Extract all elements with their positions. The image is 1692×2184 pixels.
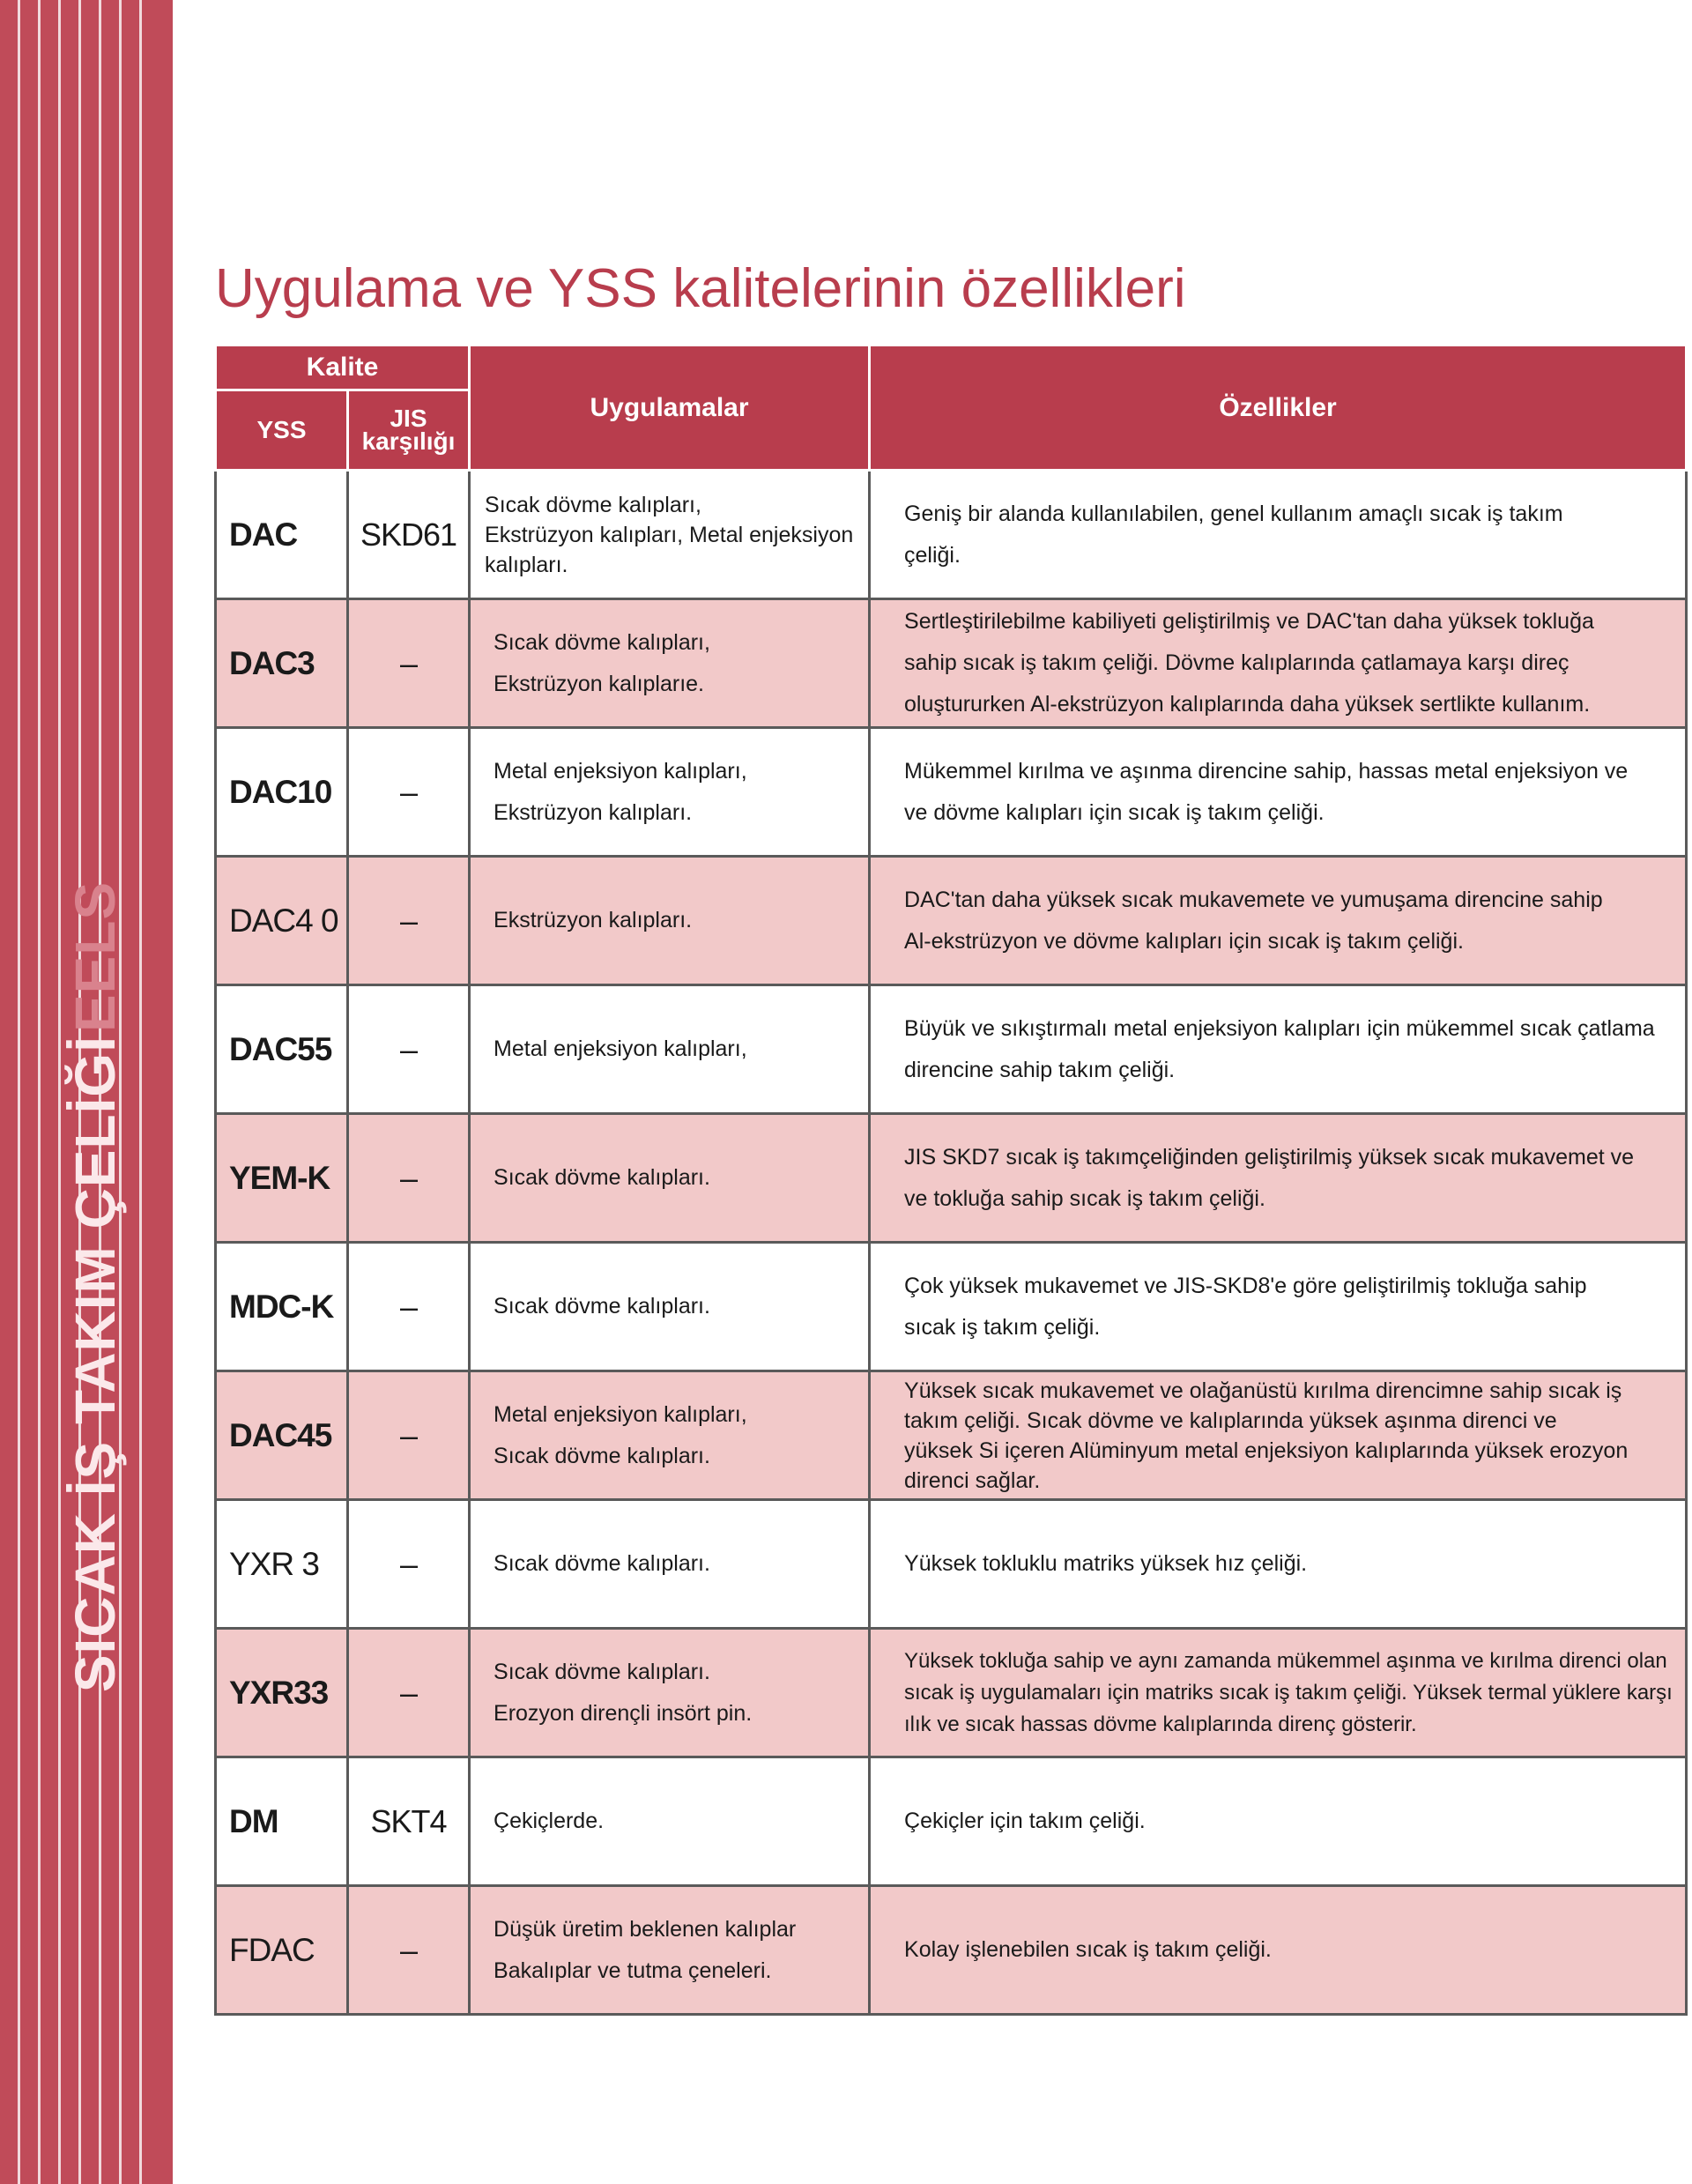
header-yss: YSS: [216, 390, 348, 471]
features-line: Al-ekstrüzyon ve dövme kalıpları için sıcak iş takım çeliği.: [904, 928, 1464, 954]
applications-line: Metal enjeksiyon kalıpları,: [494, 758, 747, 784]
cell-yss-code: MDC-K: [216, 1243, 348, 1371]
cell-features: [870, 857, 1687, 985]
features-line: Yüksek tokluklu matriks yüksek hız çeliği.: [904, 1551, 1308, 1576]
applications-line: Ekstrüzyon kalıpları.: [494, 908, 693, 932]
cell-applications: [470, 599, 870, 728]
cell-features: [870, 599, 1687, 728]
applications-line: Sıcak dövme kalıpları.: [494, 1165, 710, 1190]
features-line: ve dövme kalıpları için sıcak iş takım çeliği.: [904, 799, 1325, 825]
cell-yss-code: DAC3: [216, 599, 348, 728]
features-line: oluştururken Al-ekstrüzyon kalıplarında daha yüksek sertlikte kullanım.: [904, 692, 1591, 717]
cell-applications: [470, 471, 870, 599]
cell-features: [870, 471, 1687, 599]
cell-features: [870, 1886, 1687, 2015]
features-line: takım çeliği. Sıcak dövme ve kalıplarında yüksek aşınma direnci ve: [904, 1408, 1557, 1433]
cell-features: [870, 1371, 1687, 1500]
page-title: Uygulama ve YSS kalitelerinin özellikleri: [215, 258, 1186, 319]
features-line: direnci sağlar.: [904, 1467, 1041, 1493]
features-line: ılık ve sıcak hassas dövme kalıplarında direnç gösterir.: [904, 1712, 1417, 1736]
applications-line: Bakalıplar ve tutma çeneleri.: [494, 1957, 772, 1983]
features-line: Yüksek sıcak mukavemet ve olağanüstü kırılma direncimne sahip sıcak iş: [904, 1378, 1622, 1403]
applications-line: kalıpları.: [485, 552, 568, 577]
features-line: sahip sıcak iş takım çeliği. Dövme kalıplarında çatlamaya karşı direç: [904, 650, 1570, 675]
header-jis-line1: JIS: [390, 405, 427, 432]
cell-yss-code: DM: [216, 1757, 348, 1886]
cell-jis-equivalent: –: [348, 1371, 470, 1500]
applications-line: Metal enjeksiyon kalıpları,: [494, 1036, 747, 1061]
table-row: [216, 1500, 1687, 1629]
cell-jis-equivalent: –: [348, 728, 470, 857]
cell-jis-equivalent: –: [348, 857, 470, 985]
side-vertical-title: [63, 881, 128, 1692]
features-line: yüksek Si içeren Alüminyum metal enjeksiyon kalıplarında yüksek erozyon: [904, 1437, 1629, 1463]
table-row: [216, 857, 1687, 985]
table-body: [216, 471, 1687, 2015]
side-title-main: SICAK İŞ TAKIM ÇELİĞİ: [63, 1036, 127, 1693]
cell-features: [870, 1243, 1687, 1371]
header-jis-line2: karşılığı: [361, 427, 456, 455]
header-features: Özellikler: [870, 345, 1687, 471]
cell-yss-code: DAC55: [216, 985, 348, 1114]
applications-line: Sıcak dövme kalıpları,: [494, 629, 710, 655]
cell-applications: [470, 1114, 870, 1243]
table-row: [216, 1757, 1687, 1886]
table-row: [216, 599, 1687, 728]
table-row: [216, 1243, 1687, 1371]
cell-jis-equivalent: –: [348, 1243, 470, 1371]
header-kalite: Kalite: [216, 345, 470, 390]
cell-applications: [470, 1757, 870, 1886]
features-line: Geniş bir alanda kullanılabilen, genel kullanım amaçlı sıcak iş takım: [904, 501, 1563, 526]
features-line: Sertleştirilebilme kabiliyeti geliştirilmiş ve DAC'tan daha yüksek tokluğa: [904, 609, 1594, 634]
cell-features: [870, 985, 1687, 1114]
cell-applications: [470, 1500, 870, 1629]
features-line: sıcak iş uygulamaları için matriks sıcak iş takım çeliği. Yüksek termal yüklere karşı: [904, 1680, 1673, 1705]
table-row: [216, 985, 1687, 1114]
cell-features: [870, 1757, 1687, 1886]
cell-applications: [470, 1629, 870, 1757]
cell-applications: [470, 728, 870, 857]
cell-yss-code: DAC10: [216, 728, 348, 857]
applications-line: Sıcak dövme kalıpları.: [494, 1551, 710, 1576]
applications-line: Ekstrüzyon kalıpları.: [494, 799, 693, 825]
cell-applications: [470, 1243, 870, 1371]
applications-line: Çekiçlerde.: [494, 1809, 605, 1833]
table-row: [216, 471, 1687, 599]
applications-line: Sıcak dövme kalıpları.: [494, 1294, 710, 1319]
header-jis: [348, 390, 470, 471]
cell-yss-code: DAC4 0: [216, 857, 348, 985]
cell-jis-equivalent: –: [348, 599, 470, 728]
applications-line: Erozyon dirençli insört pin.: [494, 1700, 753, 1726]
cell-yss-code: YEM-K: [216, 1114, 348, 1243]
features-line: JIS SKD7 sıcak iş takımçeliğinden geliştirilmiş yüksek sıcak mukavemet ve: [904, 1144, 1635, 1170]
cell-applications: [470, 1886, 870, 2015]
cell-jis-equivalent: –: [348, 985, 470, 1114]
features-line: Mükemmel kırılma ve aşınma direncine sahip, hassas metal enjeksiyon ve: [904, 758, 1629, 784]
cell-jis-equivalent: –: [348, 1629, 470, 1757]
cell-jis-equivalent: SKT4: [348, 1757, 470, 1886]
table-row: [216, 1886, 1687, 2015]
features-line: sıcak iş takım çeliği.: [904, 1314, 1101, 1340]
cell-applications: [470, 1371, 870, 1500]
applications-line: Sıcak dövme kalıpları,: [485, 492, 701, 517]
table-row: [216, 1629, 1687, 1757]
applications-line: Düşük üretim beklenen kalıplar: [494, 1916, 797, 1942]
features-line: direncine sahip takım çeliği.: [904, 1057, 1176, 1082]
features-line: ve tokluğa sahip sıcak iş takım çeliği.: [904, 1185, 1265, 1211]
applications-line: Sıcak dövme kalıpları.: [494, 1443, 710, 1468]
applications-line: Ekstrüzyon kalıplarıe.: [494, 671, 705, 696]
applications-line: Ekstrüzyon kalıpları, Metal enjeksiyon: [485, 522, 854, 547]
table-row: [216, 728, 1687, 857]
features-line: Kolay işlenebilen sıcak iş takım çeliği.: [904, 1937, 1272, 1962]
cell-applications: [470, 985, 870, 1114]
header-applications: Uygulamalar: [470, 345, 870, 471]
cell-jis-equivalent: SKD61: [348, 471, 470, 599]
side-title-ghost: EELS: [63, 880, 127, 1032]
applications-line: Sıcak dövme kalıpları.: [494, 1659, 710, 1684]
cell-features: [870, 728, 1687, 857]
features-line: Yüksek tokluğa sahip ve aynı zamanda mükemmel aşınma ve kırılma direnci olan: [904, 1648, 1667, 1673]
cell-jis-equivalent: –: [348, 1114, 470, 1243]
cell-yss-code: YXR33: [216, 1629, 348, 1757]
features-line: çeliği.: [904, 542, 961, 568]
cell-features: [870, 1629, 1687, 1757]
features-line: Çekiçler için takım çeliği.: [904, 1809, 1146, 1833]
table-row: [216, 1371, 1687, 1500]
cell-yss-code: YXR 3: [216, 1500, 348, 1629]
cell-features: [870, 1114, 1687, 1243]
cell-yss-code: DAC: [216, 471, 348, 599]
cell-jis-equivalent: –: [348, 1886, 470, 2015]
features-line: Çok yüksek mukavemet ve JIS-SKD8'e göre geliştirilmiş tokluğa sahip: [904, 1273, 1587, 1298]
cell-jis-equivalent: –: [348, 1500, 470, 1629]
cell-features: [870, 1500, 1687, 1629]
cell-applications: [470, 857, 870, 985]
applications-line: Metal enjeksiyon kalıpları,: [494, 1401, 747, 1427]
quality-spec-table: [214, 344, 1688, 2016]
cell-yss-code: DAC45: [216, 1371, 348, 1500]
features-line: DAC'tan daha yüksek sıcak mukavemete ve yumuşama direncine sahip: [904, 887, 1603, 912]
table-row: [216, 1114, 1687, 1243]
cell-yss-code: FDAC: [216, 1886, 348, 2015]
features-line: Büyük ve sıkıştırmalı metal enjeksiyon kalıpları için mükemmel sıcak çatlama: [904, 1015, 1655, 1041]
